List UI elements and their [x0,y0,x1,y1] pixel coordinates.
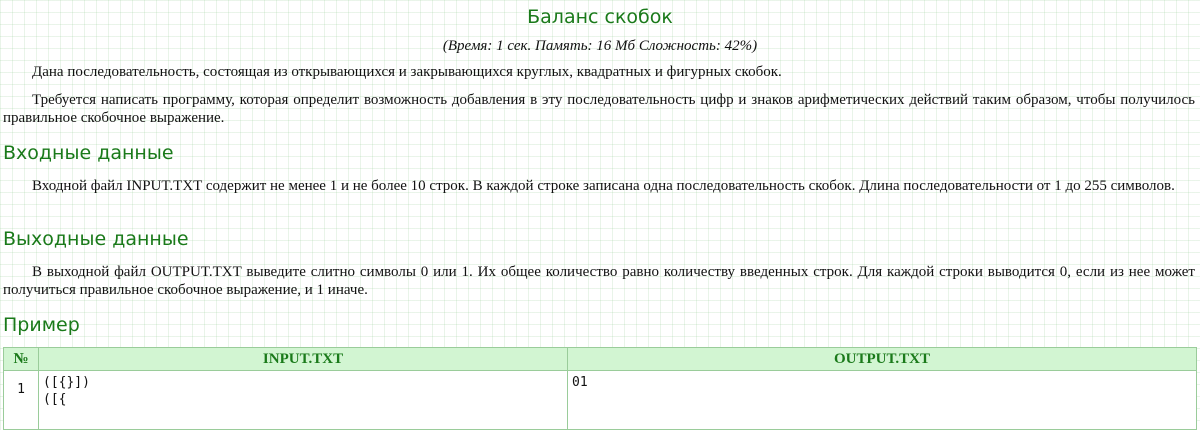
column-header-input: INPUT.TXT [39,348,568,371]
statement-paragraph-1: Дана последовательность, состоящая из открывающихся и закрывающихся круглых, квадратных и фигурных скобок. [32,64,782,80]
example-input: ([{}]) ([{ [39,371,568,430]
example-heading: Пример [3,314,80,336]
output-description: В выходной файл OUTPUT.TXT выведите слитно символы 0 или 1. Их общее количество равно количеству введенных строк. Для каждой строки выводится 0, если из нее может получиться правильное скобочное выражение, и 1 иначе. [3,264,1195,298]
example-output: 01 [568,371,1197,430]
problem-title: Баланс скобок [527,6,673,28]
column-header-number: № [4,348,39,371]
problem-limits: (Время: 1 сек. Память: 16 Мб Сложность: 42%) [442,38,758,54]
column-header-output: OUTPUT.TXT [568,348,1197,371]
example-table-header [4,348,1197,371]
input-description: Входной файл INPUT.TXT содержит не менее 1 и не более 10 строк. В каждой строке записана одна последовательность скобок. Длина последовательности от 1 до 255 символов. [32,178,1175,194]
example-table [3,347,1197,430]
statement-paragraph-2: Требуется написать программу, которая определит возможность добавления в эту последовательность цифр и знаков арифметических действий таким образом, чтобы получилось правильное скобочное выражение. [3,92,1195,126]
input-heading: Входные данные [3,142,174,164]
example-number: 1 [4,371,39,430]
output-heading: Выходные данные [3,228,189,250]
table-row [4,371,1197,430]
